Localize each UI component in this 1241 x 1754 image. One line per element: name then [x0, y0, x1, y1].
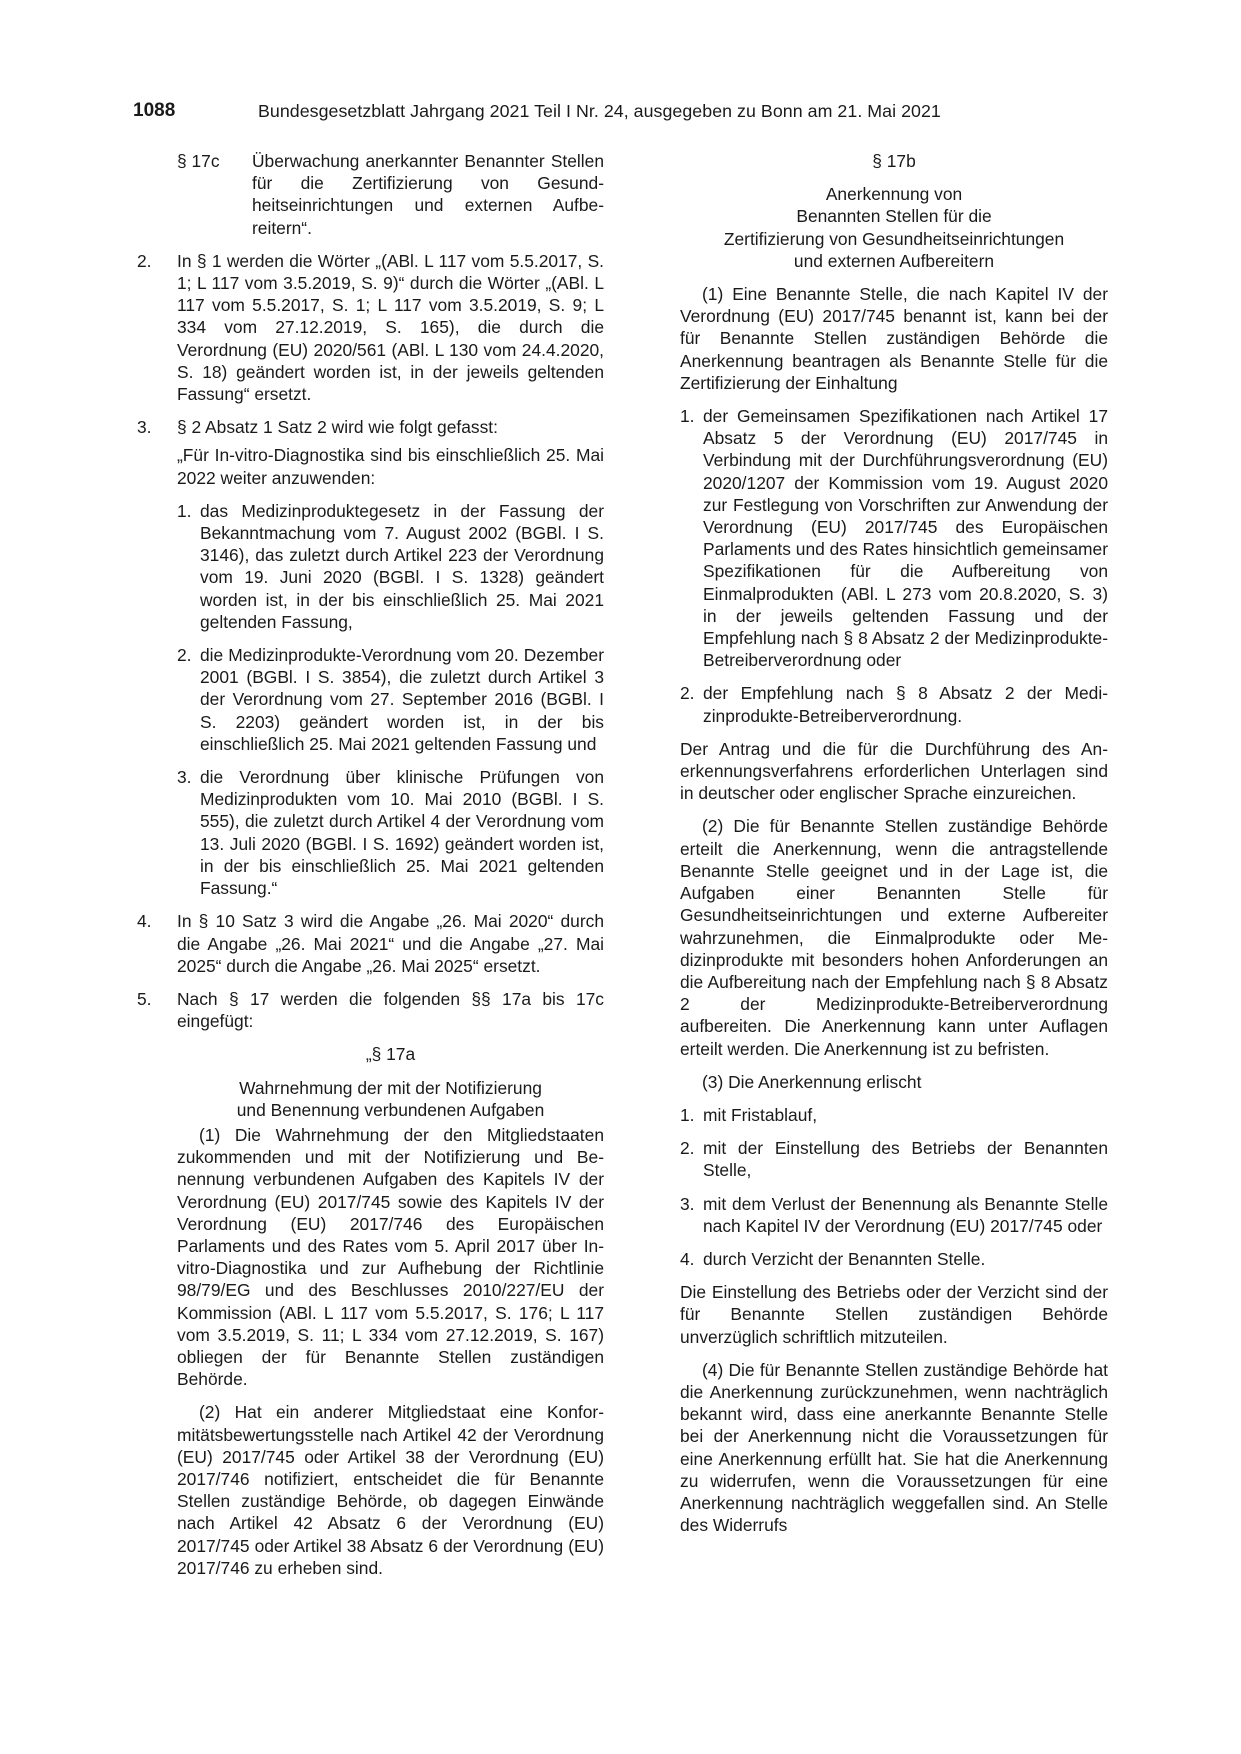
list-text: mit dem Verlust der Benennung als Benannte Stelle nach Kapitel IV der Verordnung (EU) 2017/745 oder — [703, 1193, 1108, 1236]
section-title-line: Zertifizierung von Gesundheitseinrichtungen — [723, 228, 1065, 249]
sub-text: das Medizinproduktegesetz in der Fassung der Bekanntmachung vom 7. August 2002 (BGBl. I S. 3146), das zuletzt durch Artikel 223 der Verordnung vom 19. Juni 2020 (BGBl. I S. 1328) geändert worden ist, in der bis einschließlich 25. Mai 2021 geltenden Fassung, — [200, 500, 604, 632]
sub-text: die Medizinprodukte-Verordnung vom 20. Dezember 2001 (BGBl. I S. 3854), die zuletzt durch Artikel 3 der Verordnung vom 27. September 2016 (BGBl. I S. 2203) geändert worden ist, in der bis einschließlich 25. Mai 2021 geltenden Fassung und — [200, 645, 604, 754]
list-text: der Empfehlung nach § 8 Absatz 2 der Medizinprodukte-Betreiberverordnung. — [703, 683, 1108, 726]
section-number: § 17b — [872, 151, 916, 171]
toc-section-title: Überwachung anerkannter Benannter Stellen für die Zertifizierung von Gesundheitseinrichtungen und externen Aufbereitern“. — [252, 151, 604, 238]
list-item — [177, 644, 604, 755]
list-item — [177, 500, 604, 633]
list-text: der Gemeinsamen Spezifikationen nach Artikel 17 Absatz 5 der Verordnung (EU) 2017/745 in Verbindung mit der Durchführungsverordnung (EU) 2020/1207 der Kommission vom 19. August 2020 zur Festlegung von Vorschriften zur Anwendung der Verordnung (EU) 2017/745 des Europäischen Parlaments und des Rates hinsichtlich gemeinsamer Spezifikationen für die Aufbereitung von Einmalprodukten (ABl. L 273 vom 20.8.2020, S. 3) in der jeweils geltenden Fassung und der Empfehlung nach § 8 Absatz 2 der Medizinprodukte-Betreiberverordnung oder — [703, 406, 1109, 671]
amendment-item-5 — [137, 988, 604, 1032]
section-number: „§ 17a — [365, 1044, 416, 1065]
right-column — [680, 150, 1108, 1547]
sub-number: 3. — [177, 767, 192, 788]
section-title-line: Wahrnehmung der mit der Notifizierung — [239, 1077, 542, 1098]
item-text: Nach § 17 werden die folgenden §§ 17a bis 17c eingefügt: — [177, 988, 604, 1032]
paragraph-1: (1) Die Wahrnehmung der den Mitgliedstaaten zukommenden und mit der Notifizierung und Benennung verbundenen Aufgaben des Kapitels IV der Verordnung (EU) 2017/745 sowie des Kapitels IV der Verordnung (EU) 2017/746 des Europäischen Parlaments und des Rates vom 5. April 2017 über In-vitro-Diagnostika und zur Aufhebung der Richtlinie 98/79/EG und des Beschlusses 2010/227/EU der Kommission (ABl. L 117 vom 5.5.2017, S. 176; L 117 vom 3.5.2019, S. 11; L 334 vom 27.12.2019, S. 167) obliegen der für Benannte Stellen zuständigen Behörde. — [177, 1124, 604, 1390]
left-column — [137, 150, 604, 1590]
amendment-item-4 — [137, 910, 604, 977]
item-number: 4. — [137, 911, 152, 932]
list-number: 2. — [680, 683, 695, 704]
sub-number: 1. — [177, 500, 192, 521]
list-item — [680, 1193, 1108, 1237]
list-text: mit Fristablauf, — [703, 1104, 818, 1125]
section-title-line: Anerkennung von — [825, 184, 963, 205]
item-text: In § 10 Satz 3 wird die Angabe „26. Mai 2020“ durch die Angabe „26. Mai 2021“ und die Angabe „27. Mai 2025“ durch die Angabe „26. Mai 2025“ ersetzt. — [177, 911, 604, 976]
list-number: 1. — [680, 1104, 695, 1125]
section-17a — [137, 1043, 604, 1579]
page-header — [133, 100, 1108, 124]
list-item — [680, 1104, 1108, 1126]
running-title: Bundesgesetzblatt Jahrgang 2021 Teil I Nr. 24, ausgegeben zu Bonn am 21. Mai 2021 — [258, 101, 941, 121]
page-number: 1088 — [133, 100, 176, 121]
paragraph-1: (1) Eine Benannte Stelle, die nach Kapitel IV der Verordnung (EU) 2017/745 benannt ist, kann bei der für Benannte Stellen zuständigen Behörde die Anerkennung beantragen als Benannte Stelle für die Zertifizierung der Einhaltung — [680, 284, 1108, 393]
sub-text: die Verordnung über klinische Prüfungen von Medizinprodukten vom 10. Mai 2010 (BGBl. I S. 555), die zuletzt durch Artikel 4 der Verordnung vom 13. Juli 2020 (BGBl. I S. 1692) geändert worden ist, in der bis einschließlich 25. Mai 2021 geltenden Fassung.“ — [200, 767, 604, 899]
list-item — [680, 1248, 1108, 1270]
paragraph-2: (2) Die für Benannte Stellen zuständige Behörde erteilt die Anerkennung, wenn die antragstellende Benannte Stelle geeignet und in der Lage ist, die Aufgaben einer Benannten Stelle für Gesundheitseinrichtungen und externe Aufbereiter wahrzunehmen, die Einmalprodukte oder Medizinprodukte mit besonders hohen Anforderungen an die Aufbereitung nach der Empfehlung nach § 8 Absatz 2 der Medizinprodukte-Betreiberverordnung aufbereiten. Die Anerkennung kann unter Auflagen erteilt werden. Die Anerkennung ist zu befristen. — [680, 816, 1108, 1059]
section-title-line: und externen Aufbereitern — [793, 250, 995, 271]
amendment-item-3 — [137, 416, 604, 438]
item-number: 2. — [137, 250, 152, 271]
amendment-item-2 — [137, 250, 604, 405]
list-item — [680, 1137, 1108, 1181]
list-number: 1. — [680, 406, 695, 427]
list-number: 4. — [680, 1248, 695, 1269]
item-number: 3. — [137, 417, 152, 438]
toc-section-number: § 17c — [177, 151, 220, 171]
paragraph-3-tail: Die Einstellung des Betriebs oder der Verzicht sind der für Benannte Stellen zuständigen Behörde unverzüglich schriftlich mitzuteilen. — [680, 1282, 1108, 1347]
list-item — [680, 682, 1108, 726]
section-title-line: Benannten Stellen für die — [796, 206, 992, 227]
section-title-line: und Benennung verbundenen Aufgaben — [236, 1099, 545, 1120]
list-number: 3. — [680, 1193, 695, 1214]
item-3-sublist — [137, 500, 604, 899]
paragraph-4: (4) Die für Benannte Stellen zuständige Behörde hat die Anerkennung zurückzunehmen, wenn nachträglich bekannt wird, dass eine anerkannte Benannte Stelle bei der Anerkennung nicht die Voraussetzungen für eine Anerkennung erfüllt hat. Sie hat die Anerkennung zu widerrufen, wenn die Voraussetzungen für eine Anerkennung nachträglich weggefallen sind. An Stelle des Widerrufs — [680, 1359, 1108, 1536]
paragraph-3: (3) Die Anerkennung erlischt — [702, 1071, 922, 1092]
sub-number: 2. — [177, 645, 192, 666]
item-number: 5. — [137, 988, 152, 1009]
item-text: In § 1 werden die Wörter „(ABl. L 117 vom 5.5.2017, S. 1; L 117 vom 3.5.2019, S. 9)“ durch die Wörter „(ABl. L 117 vom 5.5.2017, S. 1; L 117 vom 3.5.2019, S. 9; L 334 vom 27.12.2019, S. 165), die durch die Verordnung (EU) 2020/561 (ABl. L 130 vom 24.4.2020, S. 18) geändert worden ist, in der jeweils geltenden Fassung“ ersetzt. — [177, 250, 604, 405]
list-number: 2. — [680, 1138, 695, 1159]
paragraph-2: (2) Hat ein anderer Mitgliedstaat eine Konformitätsbewertungsstelle nach Artikel 42 der Verordnung (EU) 2017/745 oder Artikel 38 der Verordnung (EU) 2017/746 notifiziert, entscheidet die für Benannte Stellen zuständige Behörde, ob dagegen Einwände nach Artikel 42 Absatz 6 der Verordnung (EU) 2017/745 oder Artikel 38 Absatz 6 der Verordnung (EU) 2017/746 zu erheben sind. — [177, 1402, 604, 1578]
list-text: mit der Einstellung des Betriebs der Benannten Stelle, — [703, 1138, 1108, 1181]
list-item — [177, 766, 604, 899]
item-text: § 2 Absatz 1 Satz 2 wird wie folgt gefasst: — [177, 417, 498, 438]
list-item — [680, 405, 1108, 671]
toc-entry-17c — [137, 150, 604, 239]
list-text: durch Verzicht der Benannten Stelle. — [703, 1248, 986, 1269]
paragraph-1-tail: Der Antrag und die für die Durchführung des Anerkennungsverfahrens erforderlichen Unterlagen sind in deutscher oder englischer Sprache einzureichen. — [680, 738, 1108, 804]
item-3-intro: „Für In-vitro-Diagnostika sind bis einschließlich 25. Mai 2022 weiter anzuwenden: — [177, 445, 604, 488]
